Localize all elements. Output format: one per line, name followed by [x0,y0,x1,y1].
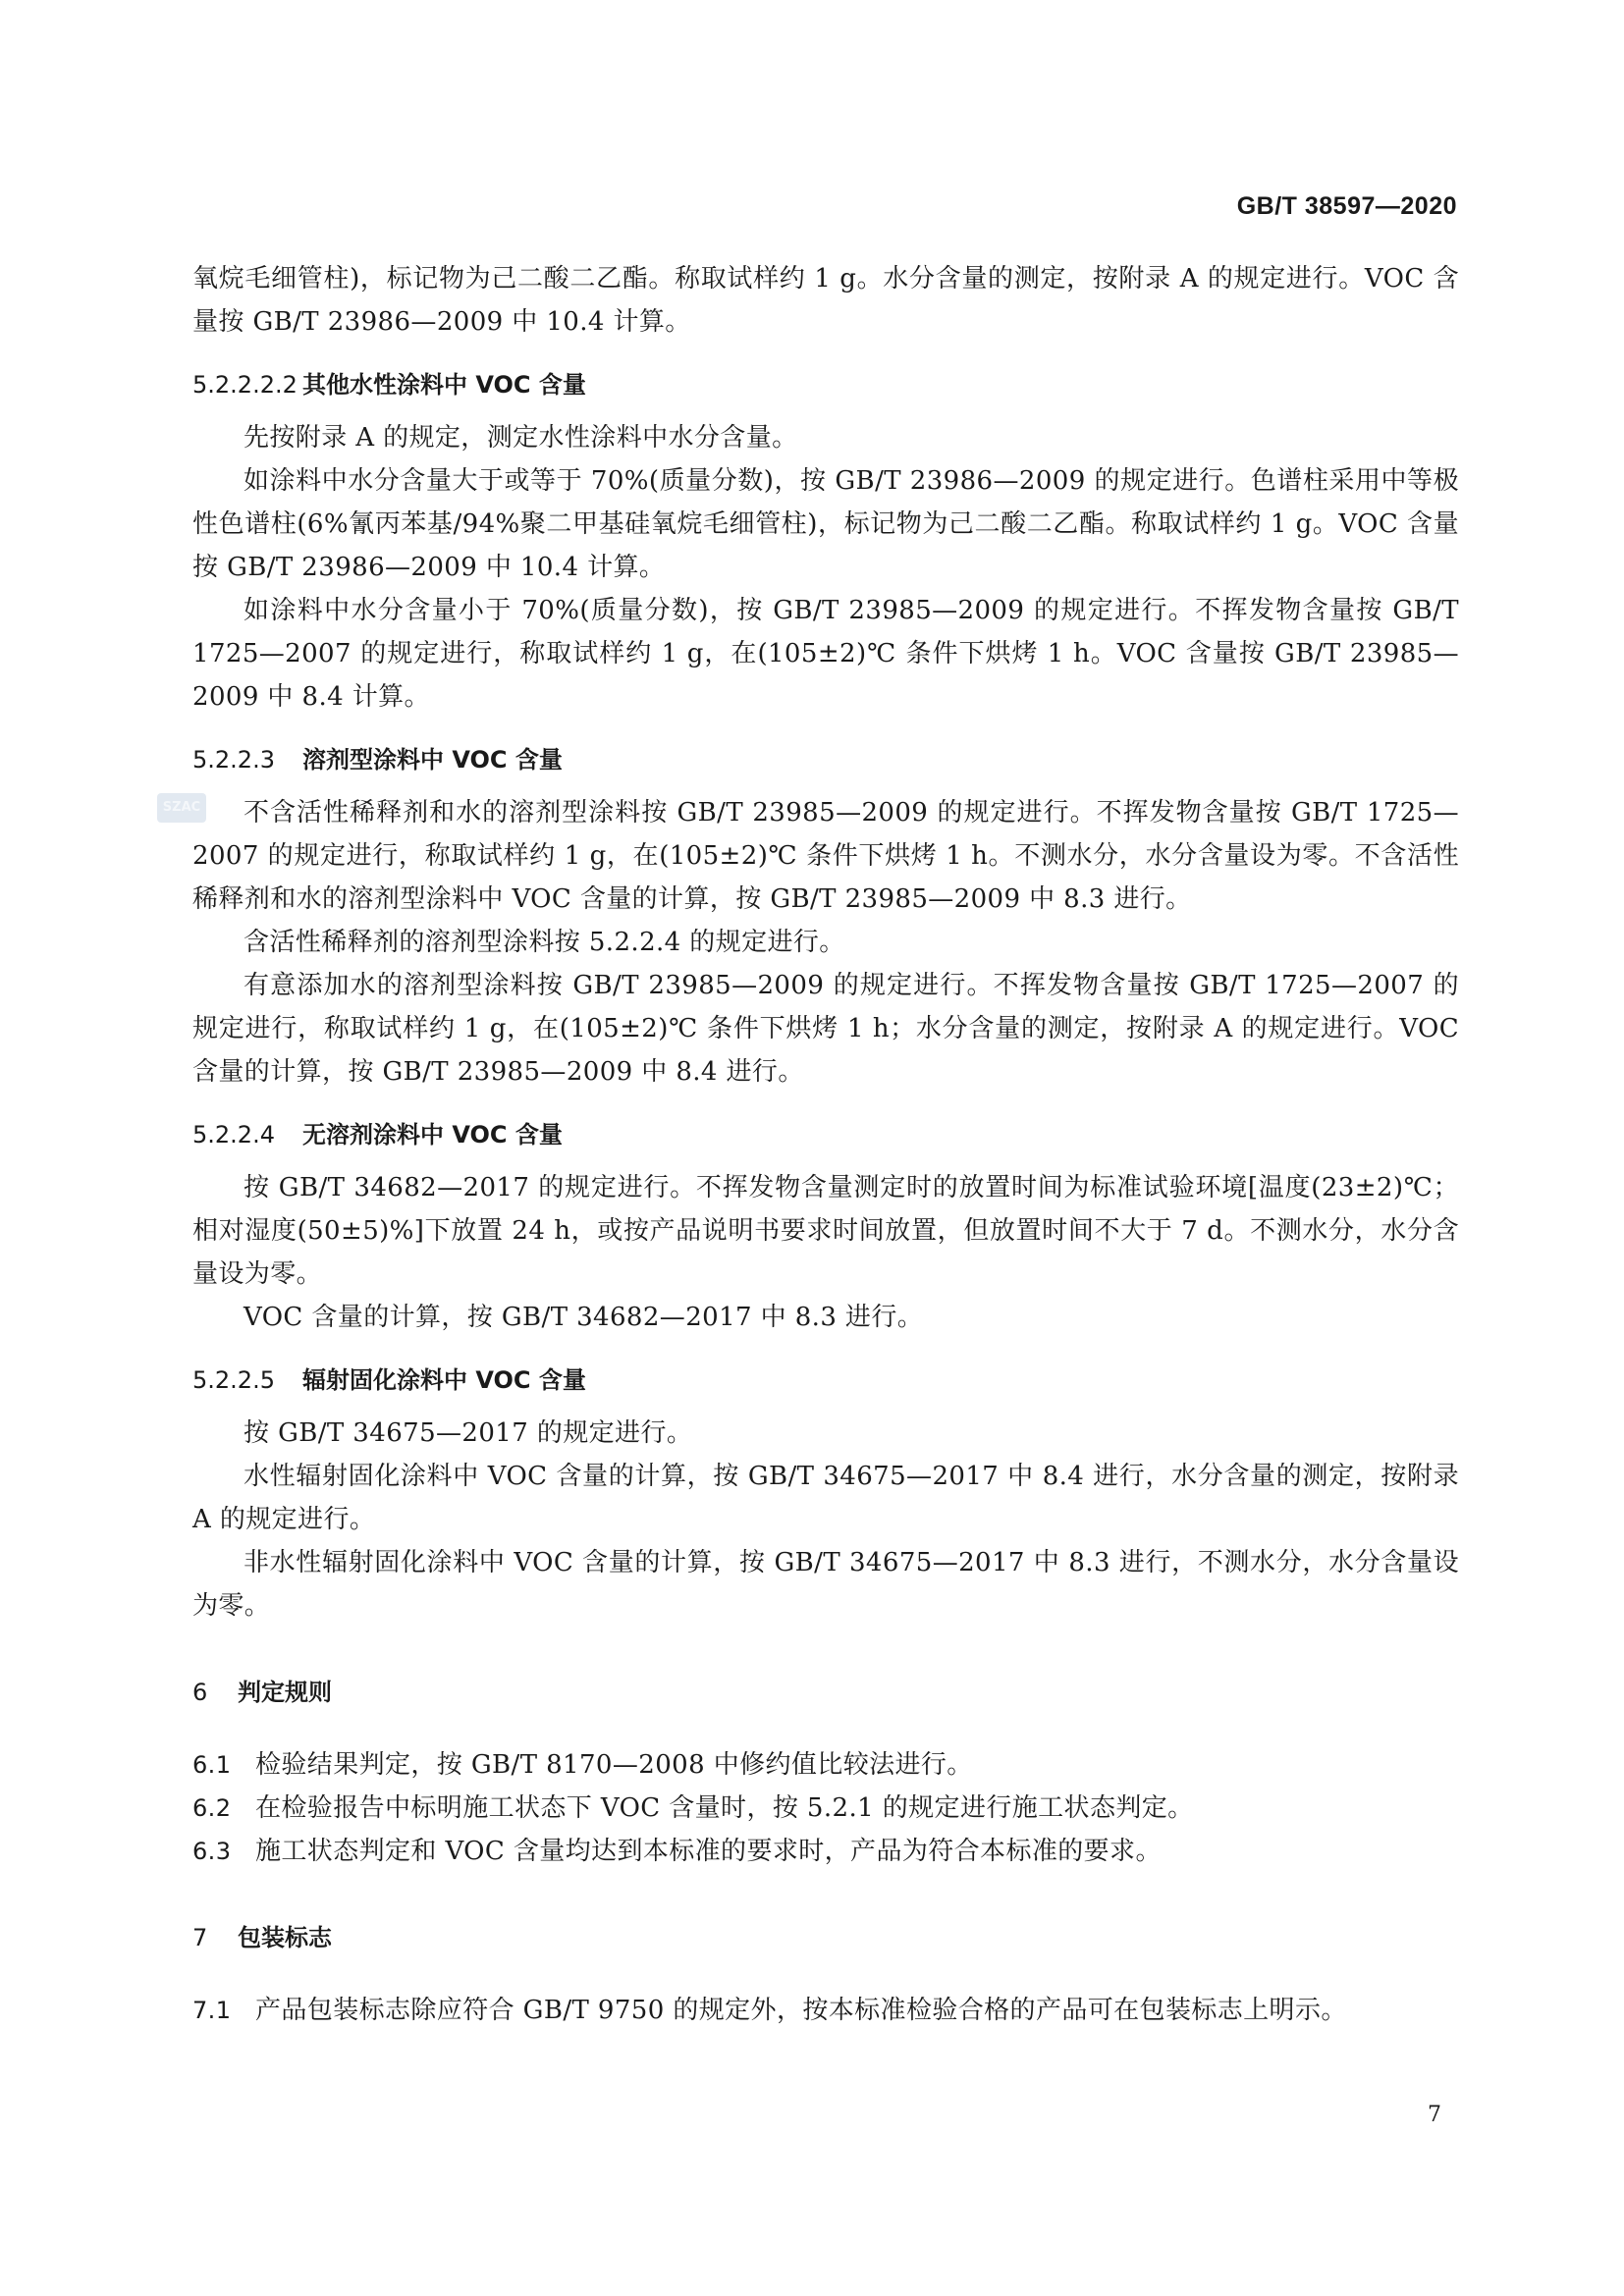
clause-6-2 [192,1787,1459,1830]
intro-paragraph: 氧烷毛细管柱)，标记物为己二酸二乙酯。称取试样约 1 g。水分含量的测定，按附录 A 的规定进行。VOC 含量按 GB/T 23986—2009 中 10.4 计算。 [192,264,1459,337]
heading-number: 5.2.2.4 [192,1121,275,1148]
paragraph: VOC 含量的计算，按 GB/T 34682—2017 中 8.3 进行。 [244,1303,924,1332]
watermark-logo: SZAC [157,793,206,823]
paragraph: 不含活性稀释剂和水的溶剂型涂料按 GB/T 23985—2009 的规定进行。不挥发物含量按 GB/T 1725—2007 的规定进行，称取试样约 1 g，在(105±2)℃ 条件下烘烤 1 h。不测水分，水分含量设为零。不含活性稀释剂和水的溶剂型涂料中 VOC 含量的计算，按 GB/T 23985—2009 中 8.3 进行。 [192,798,1459,914]
heading-title: 辐射固化涂料中 VOC 含量 [302,1366,586,1394]
heading-5-2-2-4 [192,1113,1459,1156]
paragraph: 有意添加水的溶剂型涂料按 GB/T 23985—2009 的规定进行。不挥发物含量按 GB/T 1725—2007 的规定进行，称取试样约 1 g，在(105±2)℃ 条件下烘烤 1 h；水分含量的测定，按附录 A 的规定进行。VOC 含量的计算，按 GB/T 23985—2009 中 8.4 进行。 [192,971,1459,1087]
heading-number: 6 [192,1679,208,1706]
heading-title: 溶剂型涂料中 VOC 含量 [302,746,563,774]
clause-text: 检验结果判定，按 GB/T 8170—2008 中修约值比较法进行。 [255,1750,973,1780]
clause-text: 施工状态判定和 VOC 含量均达到本标准的要求时，产品为符合本标准的要求。 [255,1837,1162,1866]
heading-section-7 [192,1916,1459,1959]
clause-text: 在检验报告中标明施工状态下 VOC 含量时，按 5.2.1 的规定进行施工状态判定。 [255,1793,1194,1823]
heading-5-2-2-2-2 [192,363,1459,406]
heading-number: 5.2.2.3 [192,746,275,774]
heading-number: 5.2.2.5 [192,1366,275,1394]
document-body [192,257,1459,2032]
clause-text: 产品包装标志除应符合 GB/T 9750 的规定外，按本标准检验合格的产品可在包装标志上明示。 [255,1996,1347,2025]
paragraph: 先按附录 A 的规定，测定水性涂料中水分含量。 [244,423,798,453]
heading-5-2-2-5 [192,1359,1459,1402]
clause-6-1 [192,1743,1459,1787]
paragraph: 按 GB/T 34675—2017 的规定进行。 [244,1418,693,1448]
heading-5-2-2-3 [192,738,1459,781]
heading-title: 无溶剂涂料中 VOC 含量 [302,1121,563,1148]
heading-number: 5.2.2.2.2 [192,371,298,399]
clause-number: 6.2 [192,1794,232,1822]
heading-title: 判定规则 [238,1679,332,1706]
clause-7-1 [192,1989,1459,2032]
paragraph: 含活性稀释剂的溶剂型涂料按 5.2.2.4 的规定进行。 [244,928,845,957]
paragraph: 按 GB/T 34682—2017 的规定进行。不挥发物含量测定时的放置时间为标准试验环境[温度(23±2)℃；相对湿度(50±5)%]下放置 24 h，或按产品说明书要求时间放置，但放置时间不大于 7 d。不测水分，水分含量设为零。 [192,1173,1459,1289]
standard-number: GB/T 38597—2020 [1236,192,1457,220]
clause-number: 6.3 [192,1838,232,1865]
heading-number: 7 [192,1924,208,1951]
paragraph: 水性辐射固化涂料中 VOC 含量的计算，按 GB/T 34675—2017 中 8.4 进行，水分含量的测定，按附录 A 的规定进行。 [192,1462,1459,1534]
heading-section-6 [192,1671,1459,1714]
page-number: 7 [1428,2103,1441,2127]
clause-number: 6.1 [192,1751,232,1779]
heading-title: 其他水性涂料中 VOC 含量 [302,371,586,399]
heading-title: 包装标志 [238,1924,332,1951]
clause-number: 7.1 [192,1997,232,2024]
paragraph: 非水性辐射固化涂料中 VOC 含量的计算，按 GB/T 34675—2017 中 8.3 进行，不测水分，水分含量设为零。 [192,1548,1459,1621]
clause-6-3 [192,1830,1459,1873]
paragraph: 如涂料中水分含量小于 70%(质量分数)，按 GB/T 23985—2009 的规定进行。不挥发物含量按 GB/T 1725—2007 的规定进行，称取试样约 1 g，在(105±2)℃ 条件下烘烤 1 h。VOC 含量按 GB/T 23985—2009 中 8.4 计算。 [192,596,1459,712]
paragraph: 如涂料中水分含量大于或等于 70%(质量分数)，按 GB/T 23986—2009 的规定进行。色谱柱采用中等极性色谱柱(6%氰丙苯基/94%聚二甲基硅氧烷毛细管柱)，标记物为己二酸二乙酯。称取试样约 1 g。VOC 含量按 GB/T 23986—2009 中 10.4 计算。 [192,466,1459,582]
